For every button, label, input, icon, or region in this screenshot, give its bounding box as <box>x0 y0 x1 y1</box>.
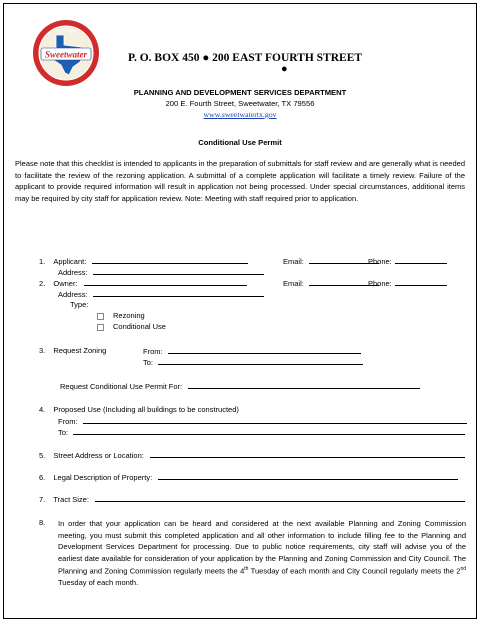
item-7-number: 7. <box>39 495 46 504</box>
applicant-email-label: Email: <box>283 257 304 266</box>
owner-phone-label: Phone: <box>368 279 392 288</box>
cup-request-row <box>60 381 420 391</box>
option-conditional-use[interactable] <box>97 322 166 331</box>
tract-size-label: Tract Size: <box>53 495 89 504</box>
owner-email-label: Email: <box>283 279 304 288</box>
legal-description-label: Legal Description of Property: <box>53 473 153 482</box>
zoning-to-field[interactable] <box>158 357 363 365</box>
applicant-email-row <box>283 256 379 266</box>
rezoning-label: Rezoning <box>113 311 145 320</box>
legal-description-field[interactable] <box>158 472 458 480</box>
proposed-from-field[interactable] <box>83 416 467 424</box>
item-5-row <box>39 450 465 460</box>
type-label: Type: <box>70 300 89 309</box>
item-2-row <box>39 278 247 288</box>
zoning-from-row <box>143 346 361 356</box>
zoning-to-row <box>143 357 363 367</box>
applicant-address-field[interactable] <box>93 267 264 275</box>
cup-request-label: Request Conditional Use Permit For: <box>60 382 183 391</box>
street-address-field[interactable] <box>150 450 465 458</box>
zoning-to-label: To: <box>143 358 154 367</box>
form-title: Conditional Use Permit <box>198 138 282 147</box>
item-7-row <box>39 494 465 504</box>
applicant-phone-field[interactable] <box>395 256 447 264</box>
rezoning-checkbox[interactable] <box>97 313 104 320</box>
applicant-field[interactable] <box>92 256 248 264</box>
owner-label: Owner: <box>53 279 78 288</box>
proposed-from-label: From: <box>58 417 78 426</box>
street-address-label: Street Address or Location: <box>53 451 144 460</box>
proposed-use-label: Proposed Use (Including all buildings to be constructed) <box>53 405 239 414</box>
cup-request-field[interactable] <box>188 381 420 389</box>
applicant-phone-label: Phone: <box>368 257 392 266</box>
header-title: P. O. BOX 450 ● 200 EAST FOURTH STREET <box>128 52 363 64</box>
applicant-label: Applicant: <box>53 257 87 266</box>
owner-address-field[interactable] <box>93 289 264 297</box>
proposed-from-row <box>58 416 467 426</box>
owner-phone-row <box>368 278 447 288</box>
item-3-number: 3. <box>39 346 46 355</box>
item-8-sup-a: th <box>244 566 249 573</box>
zoning-from-label: From: <box>143 347 163 356</box>
owner-address-row <box>58 289 264 299</box>
owner-field[interactable] <box>84 278 247 286</box>
conditional-use-label: Conditional Use <box>113 322 166 331</box>
item-6-number: 6. <box>39 473 46 482</box>
seal-top-text: CITY OF <box>55 27 77 35</box>
option-rezoning[interactable] <box>97 311 145 320</box>
owner-email-row <box>283 278 379 288</box>
item-8-text-b: Tuesday of each month and City Council regularly meets the 2 <box>248 566 461 576</box>
request-zoning-label: Request Zoning <box>53 346 107 355</box>
item-8-text-a: In order that your application can be heard and considered at the next available Planning and Zoning Commission meeting, you must submit this completed application and all other information to include filling fee to the Planning and Development Services Department for processing. Due to public notice requirements, city staff will advise you of the earliest date available for consideration of your application by the Planning and Zoning Commission and City Council. The Planning and Zoning Commission regularly meets the 4 <box>58 519 466 576</box>
intro-paragraph: Please note that this checklist is intended to applicants in the preparation of submittals for staff review and are generally what is needed to facilitate the review of the rezoning application. A submittal of a complete application will facilitate a timely review. Failure of the applicant to provide required information will result in application not being processed. Under special circumstances, additional items may be required by city staff for application review. Note: Meeting with staff required prior to application. <box>15 159 465 203</box>
item-2-number: 2. <box>39 279 46 288</box>
item-8-number: 8. <box>39 518 46 527</box>
proposed-to-label: To: <box>58 428 69 437</box>
zoning-from-field[interactable] <box>168 346 361 354</box>
item-5-number: 5. <box>39 451 46 460</box>
owner-phone-field[interactable] <box>395 278 447 286</box>
applicant-phone-row <box>368 256 447 266</box>
item-8-sup-b: nd <box>460 566 466 573</box>
item-8-text-c: Tuesday of each month. <box>58 578 139 588</box>
header-bullet: ● <box>281 63 288 75</box>
department-address: 200 E. Fourth Street, Sweetwater, TX 79556 <box>165 99 315 108</box>
item-3-row <box>39 346 106 355</box>
item-4-number: 4. <box>39 405 46 414</box>
city-seal-logo <box>31 18 101 88</box>
proposed-to-row <box>58 427 465 437</box>
applicant-address-row <box>58 267 264 277</box>
item-1-number: 1. <box>39 257 46 266</box>
website-link[interactable]: www.sweetwatertx.gov <box>203 110 277 119</box>
department-name: PLANNING AND DEVELOPMENT SERVICES DEPARTMENT <box>133 88 347 97</box>
applicant-address-label: Address: <box>58 268 88 277</box>
item-6-row <box>39 472 458 482</box>
proposed-to-field[interactable] <box>73 427 465 435</box>
tract-size-field[interactable] <box>95 494 465 502</box>
conditional-use-checkbox[interactable] <box>97 324 104 331</box>
owner-address-label: Address: <box>58 290 88 299</box>
item-8-paragraph <box>58 518 466 589</box>
seal-brand-text: Sweetwater <box>45 49 87 60</box>
item-1-row <box>39 256 248 266</box>
item-4-row <box>39 405 239 414</box>
